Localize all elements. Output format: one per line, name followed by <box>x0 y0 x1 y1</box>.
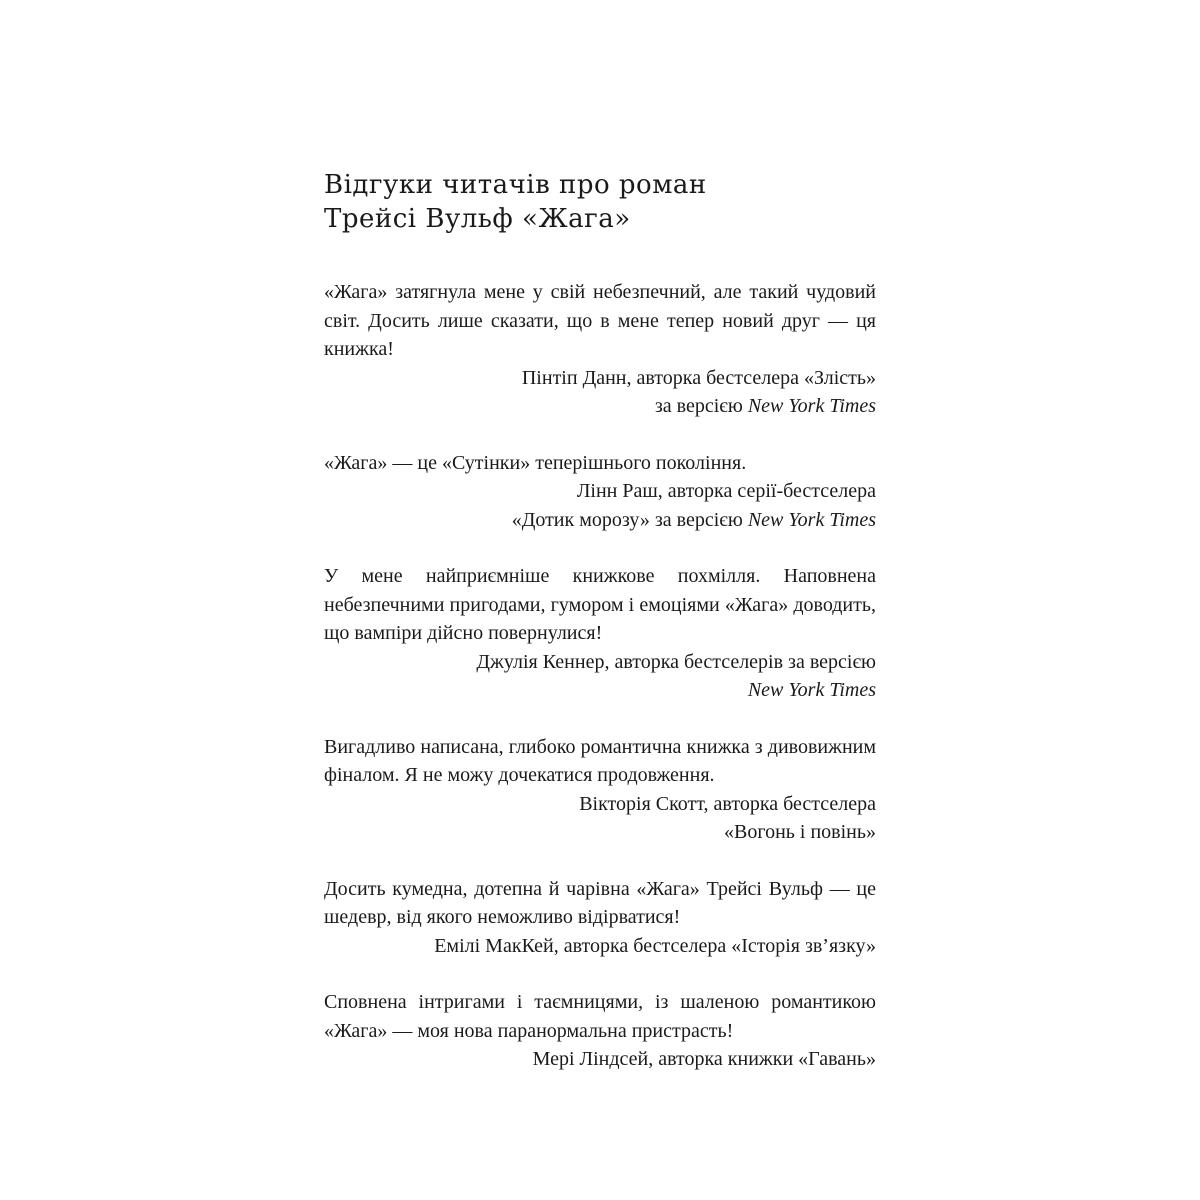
review-attribution <box>324 364 876 421</box>
reviews-page <box>324 168 876 1102</box>
review-item <box>324 278 876 421</box>
review-attribution-author: Вікторія Скотт, авторка бестселера <box>579 792 876 815</box>
review-attribution-publication: New York Times <box>747 395 876 417</box>
review-attribution-author: Лінн Раш, авторка серії-бестселера <box>576 480 876 502</box>
review-quote: Досить кумедна, дотепна й чарівна «Жага» Трейсі Вульф — це шедевр, від якого неможливо відірватися! <box>324 877 876 928</box>
review-attribution-author: Пінтіп Данн, авторка бестселера «Злість» <box>521 366 876 389</box>
review-attribution-publication: New York Times <box>747 679 876 701</box>
review-item <box>324 988 876 1074</box>
review-attribution <box>324 1045 876 1074</box>
review-quote: Сповнена інтригами і таємницями, із шаленою романтикою «Жага» — моя нова паранормальна пристрасть! <box>324 991 876 1042</box>
review-attribution <box>324 790 876 847</box>
review-attribution-source-text: «Вогонь і повінь» <box>724 821 876 843</box>
review-quote: «Жага» — це «Сутінки» теперішнього покоління. <box>324 451 747 474</box>
review-attribution-source <box>324 506 876 535</box>
review-attribution-source-text: за версією <box>654 395 748 417</box>
review-attribution-source <box>324 676 876 705</box>
review-attribution-source <box>324 818 876 847</box>
review-attribution-author: Мері Ліндсей, авторка книжки «Гавань» <box>532 1048 876 1070</box>
review-attribution-source <box>324 392 876 421</box>
review-attribution-publication: New York Times <box>747 508 876 531</box>
review-attribution <box>324 932 876 961</box>
review-item <box>324 449 876 535</box>
review-quote: «Жага» затягнула мене у свій небезпечний, але такий чудовий світ. Досить лише сказати, що в мене тепер новий друг — ця книжка! <box>324 281 876 360</box>
page-title-line-1: Відгуки читачів про роман <box>324 170 707 200</box>
review-attribution-source-text: «Дотик морозу» за версією <box>511 508 748 531</box>
review-attribution <box>324 477 876 534</box>
review-attribution <box>324 648 876 705</box>
review-quote: Вигадливо написана, глибоко романтична книжка з дивовижним фіналом. Я не можу дочекатися продовження. <box>324 735 876 786</box>
review-item <box>324 875 876 961</box>
page-title <box>324 168 876 236</box>
review-item <box>324 733 876 847</box>
review-attribution-author: Джулія Кеннер, авторка бестселерів за версією <box>476 650 876 673</box>
page-title-line-2: Трейсі Вульф «Жага» <box>324 204 631 234</box>
review-item <box>324 562 876 705</box>
review-attribution-author: Емілі МакКей, авторка бестселера «Історія зв’язку» <box>434 934 876 957</box>
review-quote: У мене найприємніше книжкове похмілля. Наповнена небезпечними пригодами, гумором і емоціями «Жага» доводить, що вампіри дійсно повернулися! <box>324 565 876 644</box>
